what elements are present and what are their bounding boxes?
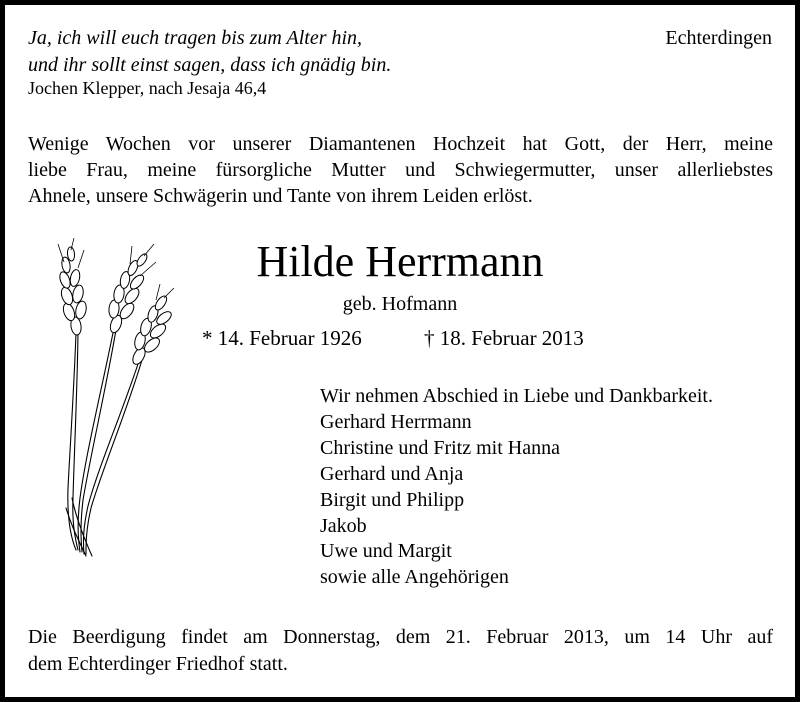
funeral-line-2: dem Echterdinger Friedhof statt.: [28, 653, 288, 675]
family-member: sowie alle Angehörigen: [320, 566, 509, 589]
birth-date: * 14. Februar 1926: [202, 326, 362, 350]
verse-line-1: Ja, ich will euch tragen bis zum Alter hin,: [28, 27, 363, 49]
intro-line-3: Ahnele, unsere Schwägerin und Tante von ihrem Leiden erlöst.: [28, 185, 533, 207]
place-name: Echterdingen: [665, 27, 772, 49]
death-date: † 18. Februar 2013: [424, 326, 584, 350]
funeral-line-1: Die Beerdigung findet am Donnerstag, dem 21. Februar 2013, um 14 Uhr auf: [28, 626, 773, 648]
family-member: Gerhard und Anja: [320, 462, 464, 485]
verse-source: Jochen Klepper, nach Jesaja 46,4: [28, 78, 267, 98]
intro-line-2: liebe Frau, meine fürsorgliche Mutter und Schwiegermutter, unser allerliebstes: [28, 159, 773, 181]
funeral-notice: [28, 624, 773, 678]
intro-line-1: Wenige Wochen vor unserer Diamantenen Hochzeit hat Gott, der Herr, meine: [28, 133, 773, 155]
farewell-line: Wir nehmen Abschied in Liebe und Dankbarkeit.: [320, 385, 713, 407]
family-member: Gerhard Herrmann: [320, 410, 472, 433]
family-member: Birgit und Philipp: [320, 488, 465, 511]
bible-verse: [28, 25, 391, 79]
maiden-name: geb. Hofmann: [342, 293, 458, 315]
family-member: Uwe und Margit: [320, 540, 452, 563]
verse-line-2: und ihr sollt einst sagen, dass ich gnädig bin.: [28, 54, 392, 76]
family-list: [320, 384, 713, 591]
family-member: Christine und Fritz mit Hanna: [320, 436, 560, 459]
intro-paragraph: [28, 131, 773, 209]
family-member: Jakob: [320, 514, 367, 537]
deceased-name: Hilde Herrmann: [256, 237, 544, 286]
